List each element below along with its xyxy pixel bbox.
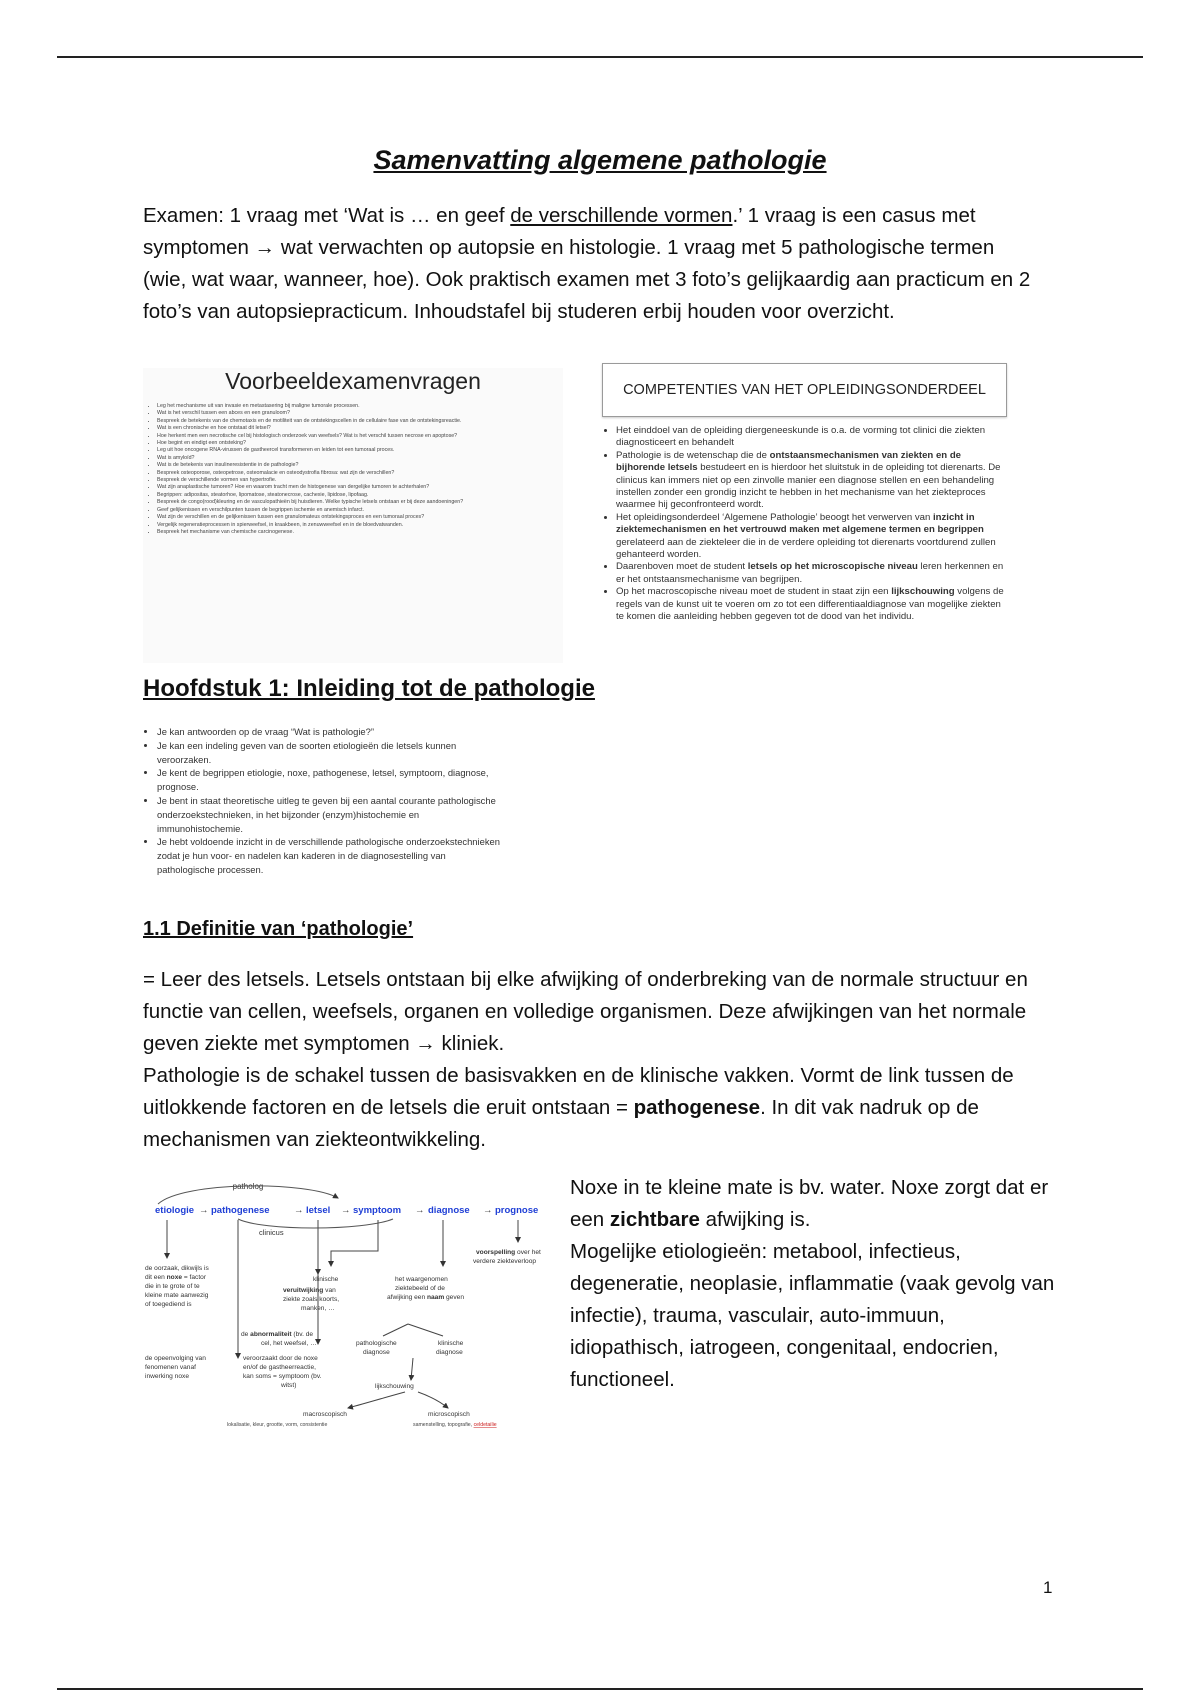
list-item: • Je hebt voldoende inzicht in de verschillende pathologische onderzoekstechnieken zodat je hun voor- en nadelen kan kaderen in de diagnosestelling van pathologische processen. bbox=[157, 835, 503, 876]
list-item: • Leg het mechanisme uit van invasie en metastasering bij maligne tumorale processen. bbox=[157, 403, 563, 410]
top-rule bbox=[57, 56, 1143, 58]
svg-text:kleine mate aanwezig: kleine mate aanwezig bbox=[145, 1292, 209, 1299]
competences-heading: COMPETENTIES VAN HET OPLEIDINGSONDERDEEL bbox=[623, 382, 986, 398]
svg-text:→: → bbox=[415, 1205, 425, 1216]
list-item: • Op het macroscopische niveau moet de student in staat zijn een lijkschouwing volgens de regels van de kunst uit te voeren om zo tot een differentiaaldiagnose van mogelijke ziekten te komen die aanleiding hebben gegeven tot de dood van het individu. bbox=[616, 586, 1007, 623]
svg-text:afwijking een naam geven: afwijking een naam geven bbox=[387, 1294, 464, 1301]
exam-questions-panel bbox=[143, 368, 563, 663]
microscopic-label: microscopisch bbox=[428, 1411, 470, 1418]
pathology-flow-diagram bbox=[143, 1176, 563, 1444]
intro-part1: Examen: 1 vraag met ‘Wat is … en geef bbox=[143, 204, 511, 227]
chapter-heading: Hoofdstuk 1: Inleiding tot de pathologie bbox=[143, 675, 595, 702]
svg-text:inwerking noxe: inwerking noxe bbox=[145, 1373, 189, 1380]
chain-pathogenese: pathogenese bbox=[211, 1205, 270, 1216]
definition-para2: Pathologie is de schakel tussen de basisvakken en de klinische vakken. Vormt de link tussen de uitlokkende factoren en de letsels die eruit ontstaan = pathogenese. In dit vak nadruk op de mechanismen van ziekteontwikkeling. bbox=[143, 1064, 1014, 1151]
diagram-top-label: patholog bbox=[232, 1182, 264, 1191]
svg-text:fenomenen vanaf: fenomenen vanaf bbox=[145, 1364, 196, 1371]
svg-text:ziekte zoals koorts,: ziekte zoals koorts, bbox=[283, 1296, 340, 1303]
list-item: • Bespreek het mechanisme van chemische carcinogenese. bbox=[157, 529, 563, 536]
svg-text:→: → bbox=[341, 1205, 351, 1216]
bottom-rule bbox=[57, 1688, 1143, 1690]
svg-text:diagnose: diagnose bbox=[436, 1349, 463, 1356]
clinical-note: klinische bbox=[313, 1276, 339, 1283]
svg-text:manken, …: manken, … bbox=[301, 1305, 335, 1312]
definition-text bbox=[143, 964, 1063, 1156]
list-item: • Bespreek de betekenis van de chemotaxis en de motiliteit van de ontstekingscellen in de cellulaire fase van de ontstekingsreactie. bbox=[157, 418, 563, 425]
observed-note: het waargenomen bbox=[395, 1276, 448, 1283]
list-item: • Wat is het verschil tussen een abces en een granuloom? bbox=[157, 410, 563, 417]
page-number: 1 bbox=[1043, 1578, 1053, 1597]
exam-questions-list bbox=[143, 403, 563, 536]
list-item: • Je bent in staat theoretische uitleg te geven bij een aantal courante pathologische onderzoekstechnieken, in het bijzonder (enzym)histochemie en immunohistochemie. bbox=[157, 794, 503, 835]
svg-text:verdere ziekteverloop: verdere ziekteverloop bbox=[473, 1258, 537, 1265]
competences-panel bbox=[602, 363, 1007, 624]
abnormality-note: de abnormaliteit (bv. de bbox=[241, 1331, 314, 1338]
diagram-clinics: clinicus bbox=[259, 1228, 284, 1237]
sequence-note: de opeenvolging van bbox=[145, 1355, 206, 1362]
list-item: • Hoe begint en eindigt een ontsteking? bbox=[157, 440, 563, 447]
list-item: • Je kan antwoorden op de vraag “Wat is pathologie?” bbox=[157, 725, 503, 739]
list-item: • Het opleidingsonderdeel ‘Algemene Pathologie’ beoogt het verwerven van inzicht in ziektemechanismen en het vertrouwd maken met algemene termen en begrippen gerelateerd aan de ziekteleer die in de verdere opleiding tot dierenarts voortdurend zullen gehanteerd worden. bbox=[616, 512, 1007, 562]
svg-text:dit een noxe = factor: dit een noxe = factor bbox=[145, 1274, 207, 1281]
svg-text:veruitwijking van: veruitwijking van bbox=[283, 1287, 336, 1294]
noxe-paragraph: Noxe in te kleine mate is bv. water. Noxe zorgt dat er een zichtbare afwijking is. bbox=[570, 1176, 1049, 1231]
svg-text:die in te grote of te: die in te grote of te bbox=[145, 1283, 200, 1290]
list-item: • Bespreek osteoporose, osteopetrose, osteomalacie en osteodystrofia fibrosa: wat zijn de verschillen? bbox=[157, 470, 563, 477]
etiology-side-text bbox=[570, 1172, 1060, 1396]
intro-paragraph bbox=[143, 200, 1043, 328]
svg-text:→: → bbox=[199, 1205, 209, 1216]
list-item: • Pathologie is de wetenschap die de ontstaansmechanismen van ziekten en de bijhorende letsels bestudeert en is hierdoor het sluitstuk in de opleiding tot dierenarts. De clinicus kan immers niet op een zinvolle manier een diagnose stellen en een behandeling instellen zonder een grondig inzicht te hebben in het mechanisme van het ziekteproces waarmee hij geconfronteerd wordt. bbox=[616, 450, 1007, 512]
svg-text:en/of de gastheerreactie,: en/of de gastheerreactie, bbox=[243, 1364, 316, 1371]
list-item: • Het einddoel van de opleiding diergeneeskunde is o.a. de vorming tot clinici die ziekten diagnosticeert en behandelt bbox=[616, 425, 1007, 450]
section-heading: 1.1 Definitie van ‘pathologie’ bbox=[143, 918, 414, 940]
list-item: • Hoe herkent men een necrotische cel bij histologisch onderzoek van weefsels? Wat is het verschil tussen necrose en apoptose? bbox=[157, 433, 563, 440]
list-item: • Wat zijn anaplastische tumoren? Hoe en waarom tracht men de histogenese van dergelijke tumoren te achterhalen? bbox=[157, 484, 563, 491]
competences-list bbox=[602, 425, 1007, 624]
intro-part2: .’ 1 vraag is een casus met symptomen → wat verwachten op autopsie en histologie. 1 vraag met 5 pathologische termen (wie, wat waar, wanneer, hoe). Ook praktisch examen met 3 foto’s gelijkaardig aan practicum en 2 foto’s van autopsiepracticum. Inhoudstafel bij studeren erbij houden voor overzicht. bbox=[143, 204, 1031, 323]
list-item: • Daarenboven moet de student letsels op het microscopische niveau leren herkennen en er het ontstaansmechanisme van begrijpen. bbox=[616, 561, 1007, 586]
svg-text:→: → bbox=[294, 1205, 304, 1216]
list-item: • Wat is de betekenis van insulineresistentie in de pathologie? bbox=[157, 462, 563, 469]
chain-prognose: prognose bbox=[495, 1205, 539, 1216]
competences-heading-box bbox=[602, 363, 1007, 417]
list-item: • Vergelijk regeneratieprocessen in spierweefsel, in kraakbeen, in zenuwweefsel en in de bloedvatwanden. bbox=[157, 522, 563, 529]
macroscopic-label: macroscopisch bbox=[303, 1411, 347, 1418]
svg-text:lokalisatie, kleur, grootte, v: lokalisatie, kleur, grootte, vorm, consistentie bbox=[227, 1422, 328, 1428]
list-item: • Bespreek de verschillende vormen van hypertrofie. bbox=[157, 477, 563, 484]
list-item: • Je kent de begrippen etiologie, noxe, pathogenese, letsel, symptoom, diagnose, prognose. bbox=[157, 766, 503, 794]
learning-objectives bbox=[143, 725, 503, 877]
list-item: • Je kan een indeling geven van de soorten etiologieën die letsels kunnen veroorzaken. bbox=[157, 739, 503, 767]
list-item: • Wat is amyloïd? bbox=[157, 455, 563, 462]
definition-para1: = Leer des letsels. Letsels ontstaan bij elke afwijking of onderbreking van de normale structuur en functie van cellen, weefsels, organen en volledige organismen. Deze afwijkingen van het normale geven ziekte met symptomen → kliniek. bbox=[143, 968, 1028, 1055]
svg-text:kan soms = symptoom (bv.: kan soms = symptoom (bv. bbox=[243, 1373, 322, 1380]
list-item: • Wat zijn de verschillen en de gelijkenissen tussen een granulomateus ontstekingsproces en een tumoraal proces? bbox=[157, 514, 563, 521]
list-item: • Wat is een chronische en hoe ontstaat dit letsel? bbox=[157, 425, 563, 432]
autopsy-label: lijkschouwing bbox=[375, 1383, 414, 1390]
etiology-note: de oorzaak, dikwijls is bbox=[145, 1265, 209, 1272]
clinical-diagnosis: klinische bbox=[438, 1340, 464, 1347]
svg-text:veroorzaakt door de noxe: veroorzaakt door de noxe bbox=[243, 1355, 318, 1362]
chain-symptoom: symptoom bbox=[353, 1205, 402, 1216]
svg-text:cel, het weefsel, …: cel, het weefsel, … bbox=[261, 1340, 317, 1347]
svg-text:of toegediend is: of toegediend is bbox=[145, 1301, 192, 1308]
intro-underlined: de verschillende vormen bbox=[510, 204, 733, 227]
svg-text:→: → bbox=[483, 1205, 493, 1216]
etiologies-paragraph: Mogelijke etiologieën: metabool, infectieus, degeneratie, neoplasie, inflammatie (vaak gevolg van infectie), trauma, vasculair, auto-immuun, idiopathisch, iatrogeen, congenitaal, endocrien, functioneel. bbox=[570, 1240, 1055, 1391]
prognosis-note: voorspelling over het bbox=[476, 1249, 541, 1256]
chain-etiologie: etiologie bbox=[155, 1205, 195, 1216]
pathological-diagnosis: pathologische bbox=[356, 1340, 397, 1347]
svg-text:ziektebeeld of de: ziektebeeld of de bbox=[395, 1285, 445, 1292]
exam-questions-heading: Voorbeeldexamenvragen bbox=[225, 368, 481, 394]
svg-text:samenstelling, topografie, cel: samenstelling, topografie, celdetailie bbox=[413, 1422, 497, 1428]
list-item: • Leg uit hoe oncogene RNA-virussen de gastheercel transformeren en leiden tot een tumoraal proces. bbox=[157, 447, 563, 454]
svg-text:diagnose: diagnose bbox=[363, 1349, 390, 1356]
chain-letsel: letsel bbox=[306, 1205, 331, 1216]
list-item: • Bespreek de congo(rood)kleuring en de vasculopathieën bij huisdieren. Welke typische letsels ontstaan er bij deze aandoeningen? bbox=[157, 499, 563, 506]
chain-diagnose: diagnose bbox=[428, 1205, 470, 1216]
list-item: • Geef gelijkenissen en verschilpunten tussen de begrippen ischemie en anemisch infarct. bbox=[157, 507, 563, 514]
svg-text:witst): witst) bbox=[281, 1382, 297, 1389]
page-title: Samenvatting algemene pathologie bbox=[373, 145, 827, 175]
list-item: • Begrippen: adipositas, steatorhoe, lipomatose, steatonecrose, cachexie, lipidose, lipofaag. bbox=[157, 492, 563, 499]
